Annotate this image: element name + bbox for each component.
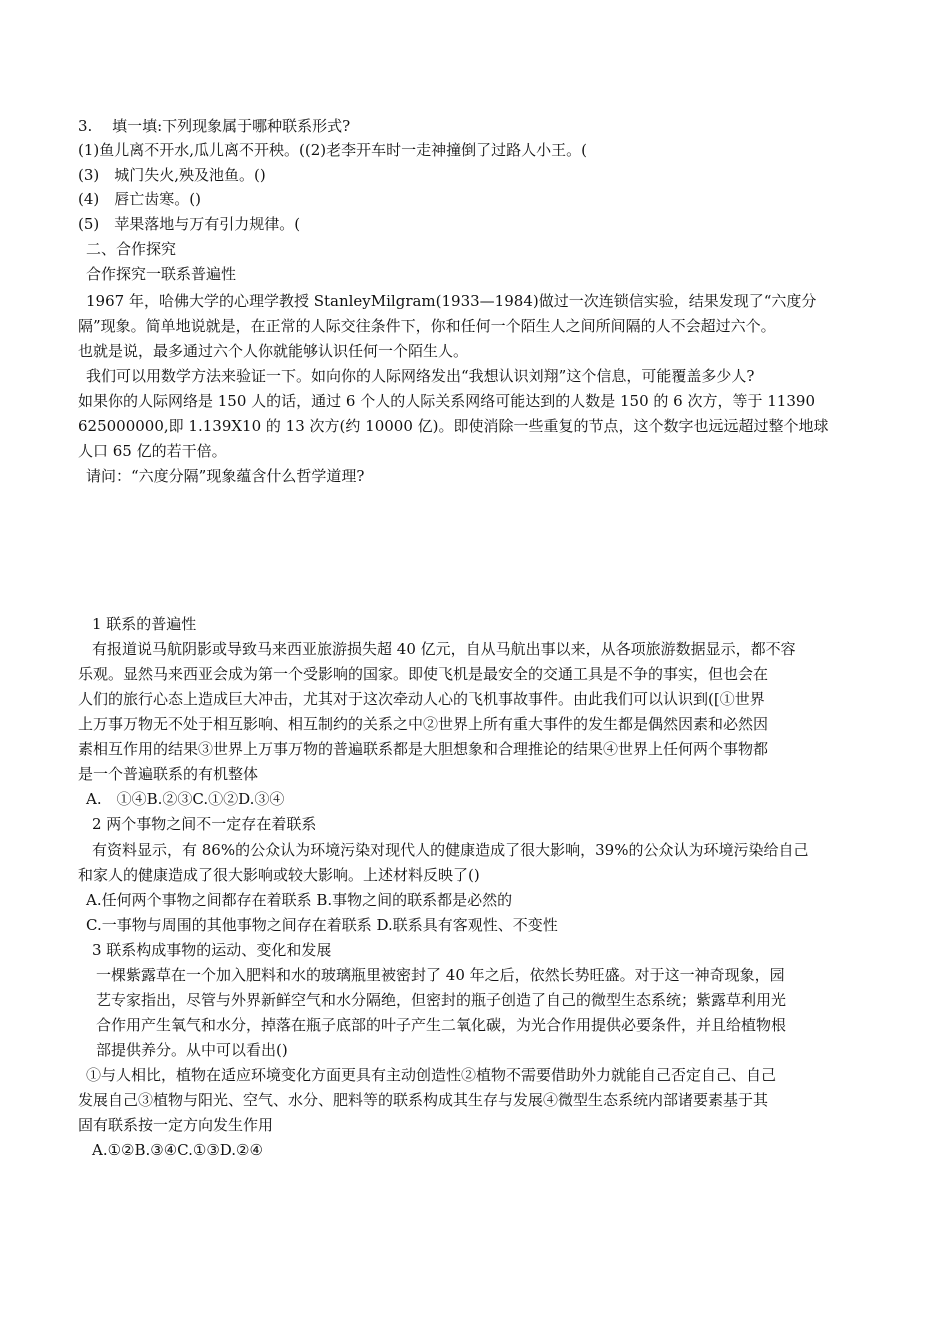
paragraph-line: 隔”现象。简单地说就是，在正常的人际交往条件下，你和任何一个陌生人之间所间隔的人不会超过六个。: [78, 317, 776, 335]
fill-item-4: (4) 唇亡齿寒。(): [78, 190, 201, 208]
question-line: 素相互作用的结果③世界上万事万物的普遍联系都是大胆想象和合理推论的结果④世界上任何两个事物都: [78, 740, 769, 758]
question-line: 乐观。显然马来西亚会成为第一个受影响的国家。即使飞机是最安全的交通工具是不争的事实，但也会在: [78, 665, 769, 683]
fill-item-1: (1)鱼儿离不开水,瓜儿离不开秧。((2)老李开车时一走神撞倒了过路人小王。(: [78, 141, 587, 159]
question-line: 合作用产生氧气和水分，掉落在瓶子底部的叶子产生二氧化碳，为光合作用提供必要条件，并且给植物根: [96, 1016, 787, 1034]
question-line: 上万事万物无不处于相互影响、相互制约的关系之中②世界上所有重大事件的发生都是偶然因素和必然因: [78, 715, 769, 733]
answer-options: C.一事物与周围的其他事物之间存在着联系 D.联系具有客观性、不变性: [86, 916, 558, 934]
section-heading: 二、合作探究: [86, 240, 177, 258]
discussion-question: 请问：“六度分隔”现象蕴含什么哲学道理?: [86, 467, 365, 485]
paragraph-line: 也就是说，最多通过六个人你就能够认识任何一个陌生人。: [78, 342, 469, 360]
fill-item-3: (3) 城门失火,殃及池鱼。(): [78, 166, 266, 184]
section-subheading: 合作探究一联系普遍性: [86, 265, 237, 283]
question-title: 2 两个事物之间不一定存在着联系: [92, 815, 317, 833]
question-line: 和家人的健康造成了很大影响或较大影响。上述材料反映了(): [78, 866, 480, 884]
paragraph-line: 625000000,即 1.139X10 的 13 次方(约 10000 亿)。即使消除一些重复的节点，这个数字也远远超过整个地球: [78, 417, 829, 435]
statement-line: 发展自己③植物与阳光、空气、水分、肥料等的联系构成其生存与发展④微型生态系统内部诸要素基于其: [78, 1091, 769, 1109]
paragraph-line: 人口 65 亿的若干倍。: [78, 442, 227, 460]
fill-item-5: (5) 苹果落地与万有引力规律。(: [78, 215, 301, 233]
paragraph-line: 1967 年，哈佛大学的心理学教授 StanleyMilgram(1933—1984)做过一次连锁信实验，结果发现了“六度分: [86, 292, 817, 310]
question-line: 艺专家指出，尽管与外界新鲜空气和水分隔绝，但密封的瓶子创造了自己的微型生态系统；紫露草利用光: [96, 991, 787, 1009]
question-line: 有报道说马航阴影或导致马来西亚旅游损失超 40 亿元，自从马航出事以来，从各项旅游数据显示，都不容: [92, 640, 796, 658]
answer-options: A.任何两个事物之间都存在着联系 B.事物之间的联系都是必然的: [86, 891, 513, 909]
question-title: 3 联系构成事物的运动、变化和发展: [92, 941, 332, 959]
question-line: 有资料显示，有 86%的公众认为环境污染对现代人的健康造成了很大影响，39%的公众认为环境污染给自己: [92, 841, 809, 859]
question-line: 是一个普遍联系的有机整体: [78, 765, 259, 783]
paragraph-line: 我们可以用数学方法来验证一下。如向你的人际网络发出“我想认识刘翔”这个信息，可能覆盖多少人?: [86, 367, 755, 385]
fill-question: 3. 填一填:下列现象属于哪种联系形式?: [78, 117, 351, 135]
statement-line: 固有联系按一定方向发生作用: [78, 1116, 274, 1134]
answer-options: A.①②B.③④C.①③D.②④: [92, 1141, 263, 1159]
answer-options: A. ①④B.②③C.①②D.③④: [86, 790, 285, 808]
question-line: 一棵紫露草在一个加入肥料和水的玻璃瓶里被密封了 40 年之后，依然长势旺盛。对于这一神奇现象，园: [96, 966, 785, 984]
question-line: 人们的旅行心态上造成巨大冲击，尤其对于这次牵动人心的飞机事故事件。由此我们可以认识到([①世界: [78, 690, 765, 708]
question-line: 部提供养分。从中可以看出(): [96, 1041, 288, 1059]
statement-line: ①与人相比，植物在适应环境变化方面更具有主动创造性②植物不需要借助外力就能自己否定自己、自己: [86, 1066, 777, 1084]
paragraph-line: 如果你的人际网络是 150 人的话，通过 6 个人的人际关系网络可能达到的人数是 150 的 6 次方，等于 11390: [78, 392, 815, 410]
question-title: 1 联系的普遍性: [92, 615, 197, 633]
